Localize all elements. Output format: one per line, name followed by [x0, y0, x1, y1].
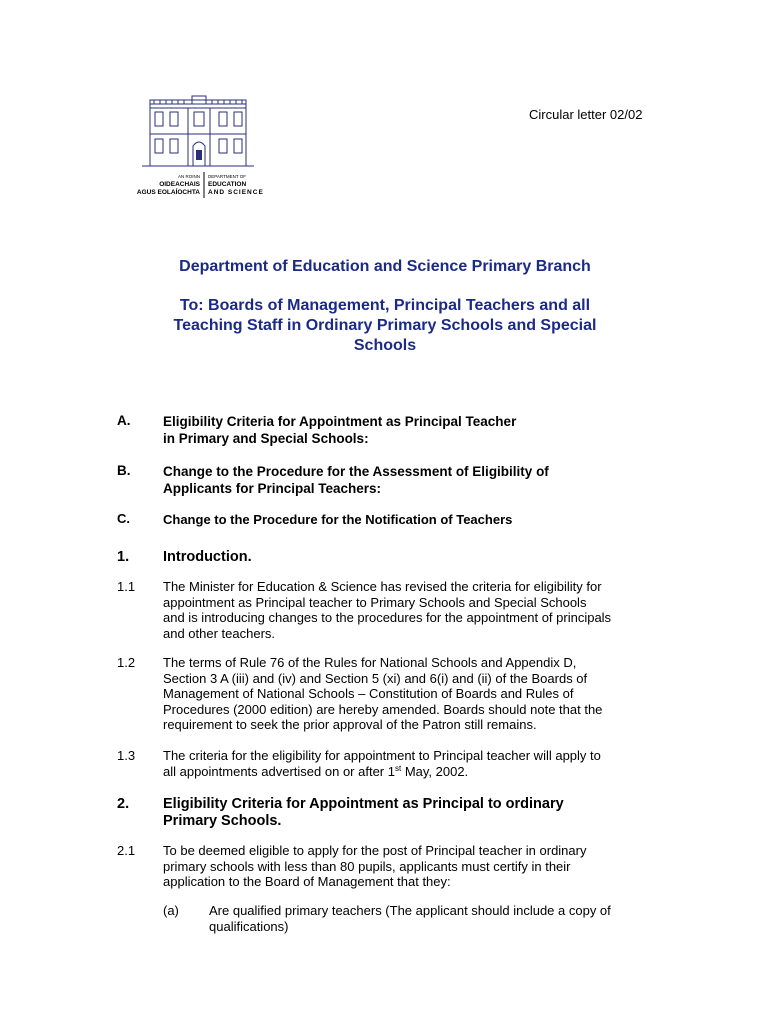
item-text [163, 413, 516, 447]
logo-english-line1: EDUCATION [208, 181, 247, 188]
paragraph-line: and is introducing changes to the procedures for the appointment of principals [163, 610, 612, 626]
paragraph-line: Procedures (2000 edition) are hereby amended. Boards should note that the [163, 701, 603, 717]
subitem-line: qualifications) [209, 918, 289, 934]
date-text: May, 2002. [401, 763, 469, 779]
item-text: Change to the Procedure for the Notification of Teachers [163, 512, 513, 527]
paragraph-line: Section 3 A (iii) and (iv) and Section 5 (xi) and 6(i) and (ii) of the Boards of [163, 670, 588, 686]
paragraph-line: The criteria for the eligibility for appointment to Principal teacher will apply to [163, 748, 601, 763]
addressee-line: Schools [353, 337, 417, 354]
date-text: all appointments advertised on or after 1 [163, 763, 395, 779]
subitem-line: Are qualified primary teachers (The applicant should include a copy of [209, 903, 611, 918]
paragraph-line: The Minister for Education & Science has revised the criteria for eligibility for [163, 579, 602, 594]
logo-irish-small: AN ROINN [177, 174, 200, 179]
subitem-text [209, 903, 611, 934]
item-line: Applicants for Principal Teachers: [163, 481, 382, 496]
item-line: in Primary and Special Schools: [163, 431, 369, 446]
document-title: Department of Education and Science Primary Branch [179, 258, 591, 275]
paragraph-number: 2.1 [117, 843, 136, 858]
section-title: Introduction. [163, 549, 252, 565]
circular-reference: Circular letter 02/02 [529, 107, 643, 122]
item-line: Change to the Procedure for the Assessment of Eligibility of [163, 464, 549, 479]
addressee-line: To: Boards of Management, Principal Teachers and all [179, 297, 591, 314]
item-text [163, 463, 549, 497]
section-number: 1. [117, 549, 130, 565]
paragraph-line: To be deemed eligible to apply for the post of Principal teacher in ordinary [163, 843, 587, 858]
section-title-line: Primary Schools. [163, 813, 282, 829]
paragraph-text [163, 655, 602, 733]
paragraph-text [163, 579, 611, 641]
logo-english-small: DEPARTMENT OF [208, 174, 247, 179]
paragraph-line: requirement to seek the prior approval of the Patron still remains. [163, 717, 537, 733]
section-number: 2. [117, 796, 130, 812]
ordinal-suffix: st [394, 763, 402, 773]
section-title-line: Eligibility Criteria for Appointment as Principal to ordinary [163, 796, 564, 812]
paragraph-line: primary schools with less than 80 pupils, applicants must certify in their [163, 858, 571, 874]
item-label: C. [117, 511, 130, 526]
addressee-block [60, 296, 710, 356]
paragraph-line [163, 764, 601, 780]
paragraph-line: The terms of Rule 76 of the Rules for National Schools and Appendix D, [163, 655, 577, 670]
paragraph-text [163, 748, 601, 779]
logo-irish-line1: OIDEACHAIS [159, 181, 200, 188]
logo-english-line2: AND SCIENCE [208, 189, 264, 196]
item-label: A. [117, 413, 131, 428]
department-logo [122, 94, 286, 200]
paragraph-line: application to the Board of Management that they: [163, 874, 451, 890]
item-label: B. [117, 463, 131, 478]
addressee-line: Teaching Staff in Ordinary Primary Schools and Special [173, 317, 597, 334]
subitem-label: (a) [163, 903, 179, 918]
paragraph-number: 1.1 [117, 579, 136, 594]
section-title [163, 796, 564, 830]
paragraph-line: appointment as Principal teacher to Primary Schools and Special Schools [163, 594, 587, 610]
paragraph-number: 1.2 [117, 655, 136, 670]
government-building-icon [122, 94, 286, 200]
paragraph-line: Management of National Schools – Constitution of Boards and Rules of [163, 686, 574, 702]
paragraph-number: 1.3 [117, 748, 136, 763]
paragraph-text [163, 843, 586, 890]
paragraph-line: and other teachers. [163, 625, 276, 641]
logo-irish-line2: AGUS EOLAÍOCHTA [136, 189, 200, 196]
item-line: Eligibility Criteria for Appointment as Principal Teacher [163, 414, 517, 429]
